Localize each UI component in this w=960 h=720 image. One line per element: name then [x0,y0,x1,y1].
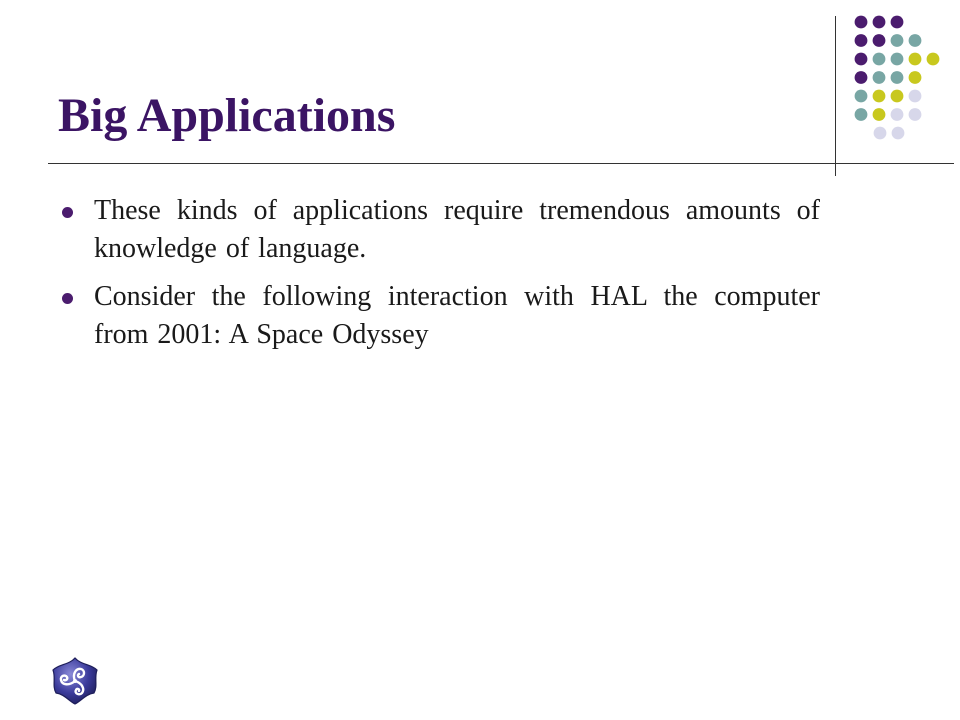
decorative-dot [891,71,904,84]
decorative-dot [873,53,886,66]
decorative-dot [855,108,868,121]
decorative-dot [873,90,886,103]
decorative-dot [909,53,922,66]
title-underline-rule [48,163,954,164]
decorative-dot [855,34,868,47]
decorative-dot [855,53,868,66]
decorative-dot [855,71,868,84]
decorative-dot [909,90,922,103]
bullet-text: Consider the following interaction with HAL the computer from 2001: A Space Odyssey [94,281,820,350]
decorative-dot [909,108,922,121]
decorative-dot [891,16,904,29]
vertical-rule [835,16,836,176]
bullet-list [60,192,820,364]
bullet-dot-icon [62,207,73,218]
bullet-dot-icon [62,293,73,304]
decorative-dot [891,34,904,47]
decorative-dot [855,90,868,103]
celtic-triskele-icon [50,656,100,706]
decorative-dot [873,34,886,47]
decorative-dot [892,127,905,140]
bullet-text: These kinds of applications require tremendous amounts of knowledge of language. [94,195,820,264]
decorative-dot [927,53,940,66]
decorative-dot [873,16,886,29]
decorative-dot [909,34,922,47]
decorative-dot [891,90,904,103]
decorative-dot [891,108,904,121]
decorative-dot [891,53,904,66]
bullet-item [60,278,820,354]
decorative-dot [873,71,886,84]
decorative-dot [909,71,922,84]
slide-title: Big Applications [58,89,396,142]
bullet-item [60,192,820,268]
decorative-dot [855,16,868,29]
decorative-dot [873,108,886,121]
decorative-dot [874,127,887,140]
